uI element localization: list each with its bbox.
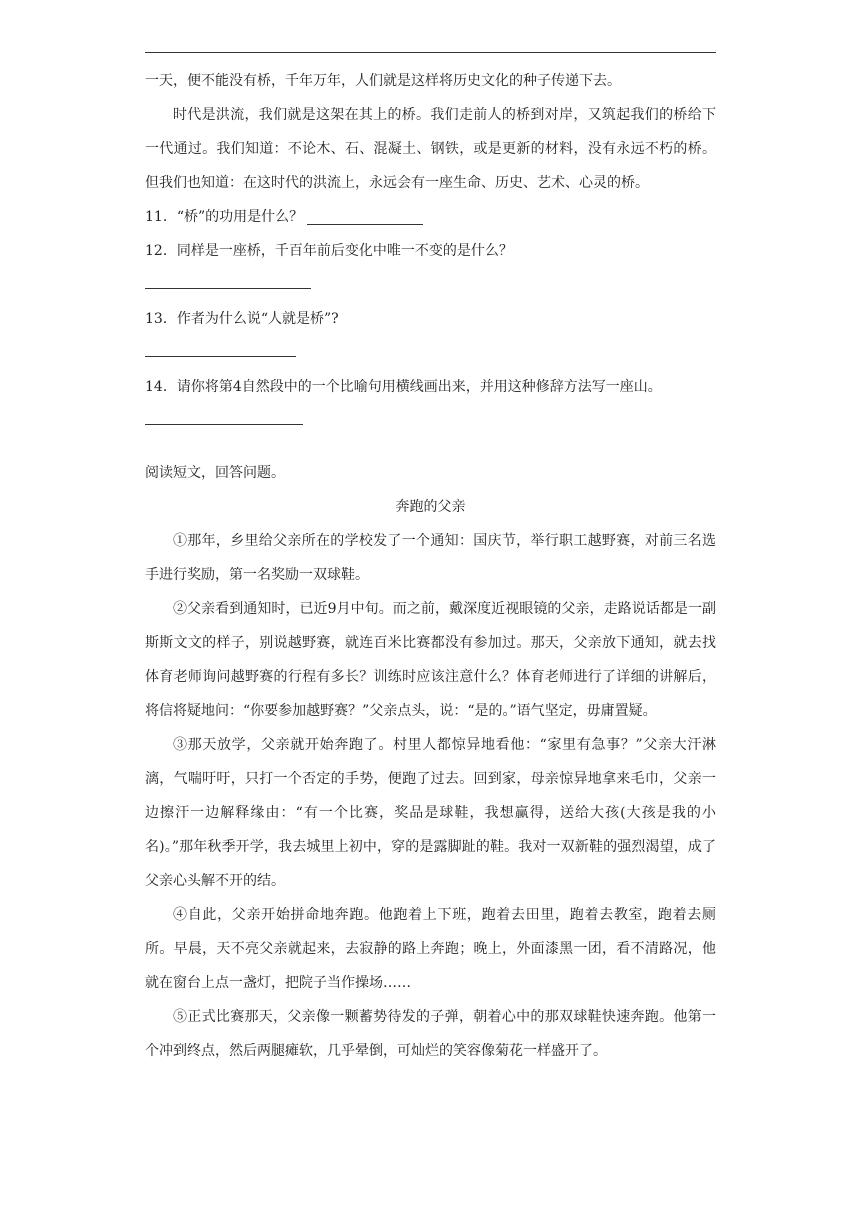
question-14: 14．请你将第4自然段中的一个比喻句用横线画出来，并用这种修辞方法写一座山。: [145, 379, 662, 395]
question-12: 12．同样是一座桥，千百年前后变化中唯一不变的是什么？: [145, 243, 513, 259]
prev-passage-paragraph-last: 时代是洪流，我们就是这架在其上的桥。我们走前人的桥到对岸，又筑起我们的桥给下一代通过。我们知道：不论木、石、混凝土、钢铁，或是更新的材料，没有永远不朽的桥。但我们也知道：在这时代的洪流上，永远会有一座生命、历史、艺术、心灵的桥。: [145, 107, 716, 191]
question-13: 13．作者为什么说“人就是桥”?: [145, 311, 339, 327]
answer-blank-11[interactable]: [307, 206, 423, 225]
passage-paragraph-1: ①那年，乡里给父亲所在的学校发了一个通知：国庆节，举行职工越野赛，对前三名选手进行奖励，第一名奖励一双球鞋。: [145, 533, 716, 583]
page-content: [145, 64, 716, 1068]
answer-blank-12[interactable]: [145, 268, 716, 302]
passage-paragraph-4: ④自此，父亲开始拼命地奔跑。他跑着上下班，跑着去田里，跑着去教室，跑着去厕所。早晨，天不亮父亲就起来，去寂静的路上奔跑；晚上，外面漆黑一团，看不清路况，他就在窗台上点一盏灯，把院子当作操场……: [145, 907, 716, 991]
answer-blank-13[interactable]: [145, 336, 716, 370]
reading-instruction: 阅读短文，回答问题。: [145, 465, 285, 481]
passage-title: 奔跑的父亲: [395, 499, 466, 515]
passage-paragraph-2: ②父亲看到通知时，已近9月中旬。而之前，戴深度近视眼镜的父亲，走路说话都是一副斯斯文文的样子，别说越野赛，就连百米比赛都没有参加过。那天，父亲放下通知，就去找体育老师询问越野赛的行程有多长？训练时应该注意什么？体育老师进行了详细的讲解后，将信将疑地问：“你要参加越野赛？”父亲点头，说：“是的。”语气坚定，毋庸置疑。: [145, 601, 716, 719]
prev-passage-paragraph-continued: 一天，便不能没有桥，千年万年，人们就是这样将历史文化的种子传递下去。: [145, 73, 621, 89]
question-11: [145, 200, 716, 234]
answer-blank-14[interactable]: [145, 404, 716, 438]
passage-paragraph-3: ③那天放学，父亲就开始奔跑了。村里人都惊异地看他：“家里有急事？”父亲大汗淋漓，气喘吁吁，只打一个否定的手势，便跑了过去。回到家，母亲惊异地拿来毛巾，父亲一边擦汗一边解释缘由：“有一个比赛，奖品是球鞋，我想赢得，送给大孩(大孩是我的小名)。”那年秋季开学，我去城里上初中，穿的是露脚趾的鞋。我对一双新鞋的强烈渴望，成了父亲心头解不开的结。: [145, 737, 716, 889]
header-rule: [145, 52, 716, 53]
passage-paragraph-5: ⑤正式比赛那天，父亲像一颗蓄势待发的子弹，朝着心中的那双球鞋快速奔跑。他第一个冲到终点，然后两腿瘫软，几乎晕倒，可灿烂的笑容像菊花一样盛开了。: [145, 1009, 716, 1059]
question-11-text: 11．“桥”的功用是什么？: [145, 209, 304, 225]
